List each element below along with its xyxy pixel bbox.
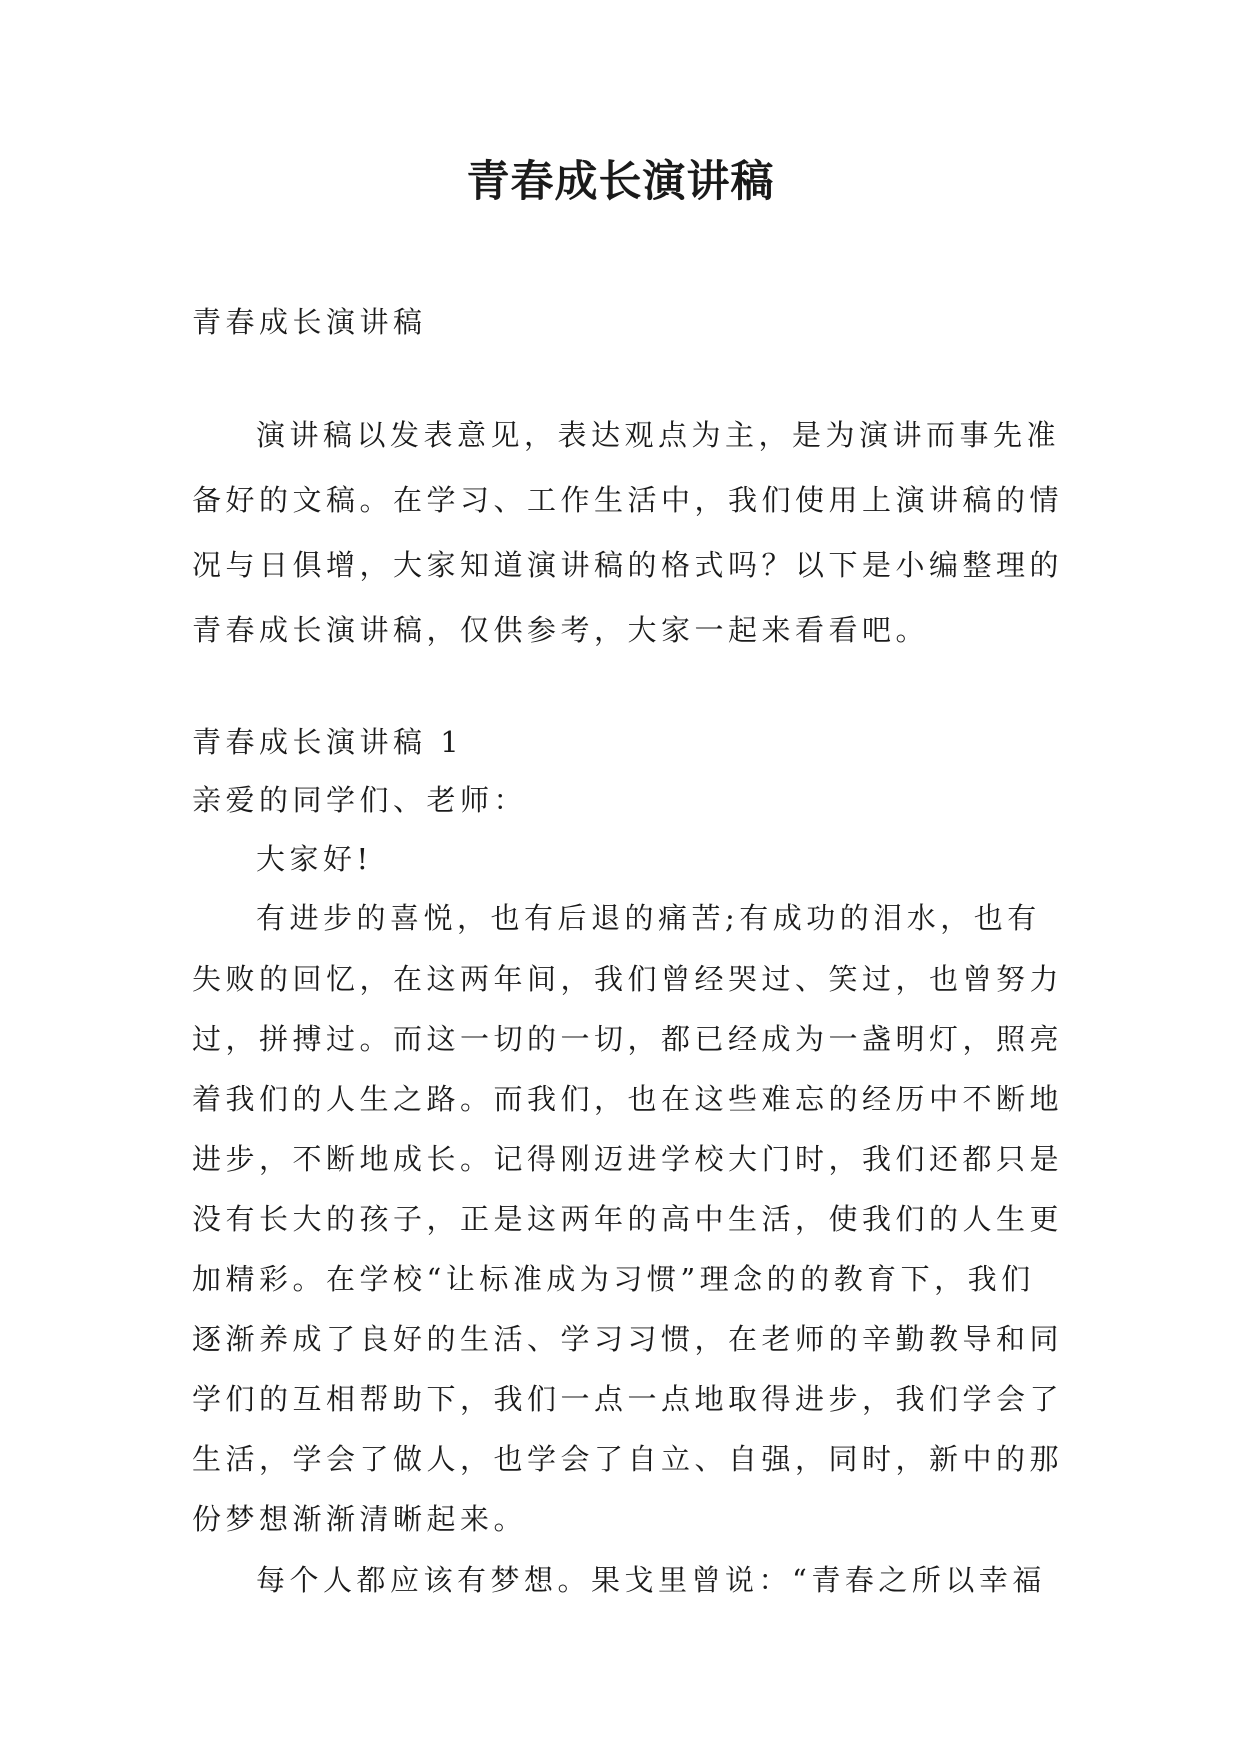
- body-line: 每个人都应该有梦想。果戈里曾说：“青春之所以幸福: [256, 1563, 1046, 1597]
- body-line: 学们的互相帮助下，我们一点一点地取得进步，我们学会了: [192, 1382, 1064, 1416]
- body-line: 有进步的喜悦，也有后退的痛苦;有成功的泪水，也有: [256, 901, 1041, 935]
- document-subtitle: 青春成长演讲稿: [192, 305, 427, 339]
- body-line: 生活，学会了做人，也学会了自立、自强，同时，新中的那: [192, 1442, 1064, 1476]
- document-body: [192, 290, 1064, 1611]
- body-line: 失败的回忆，在这两年间，我们曾经哭过、笑过，也曾努力: [192, 962, 1064, 996]
- body-line: 加精彩。在学校“让标准成为习惯”理念的的教育下，我们: [192, 1262, 1035, 1296]
- intro-line: 备好的文稿。在学习、工作生活中，我们使用上演讲稿的情: [192, 483, 1064, 517]
- intro-line: 况与日俱增，大家知道演讲稿的格式吗？以下是小编整理的: [192, 548, 1064, 582]
- section-heading: 青春成长演讲稿 1: [192, 725, 464, 759]
- body-line: 份梦想渐渐清晰起来。: [192, 1502, 528, 1536]
- document-title: 青春成长演讲稿: [466, 157, 775, 207]
- body-paragraph: [192, 887, 1064, 1549]
- body-line: 没有长大的孩子，正是这两年的高中生活，使我们的人生更: [192, 1202, 1064, 1236]
- spacer: [192, 355, 1052, 403]
- salutation: 亲爱的同学们、老师：: [192, 783, 528, 817]
- body-line: 过，拼搏过。而这一切的一切，都已经成为一盏明灯，照亮: [192, 1022, 1064, 1056]
- body-line: 着我们的人生之路。而我们，也在这些难忘的经历中不断地: [192, 1082, 1064, 1116]
- intro-line: 青春成长演讲稿，仅供参考，大家一起来看看吧。: [192, 613, 930, 647]
- body-line: 逐渐养成了良好的生活、学习习惯，在老师的辛勤教导和同: [192, 1322, 1064, 1356]
- intro-line: 演讲稿以发表意见，表达观点为主，是为演讲而事先准: [256, 418, 1061, 452]
- body-line: 进步，不断地成长。记得刚迈进学校大门时，我们还都只是: [192, 1142, 1064, 1176]
- greeting: 大家好!: [256, 842, 373, 876]
- intro-paragraph: [192, 403, 1064, 663]
- spacer: [192, 663, 1052, 715]
